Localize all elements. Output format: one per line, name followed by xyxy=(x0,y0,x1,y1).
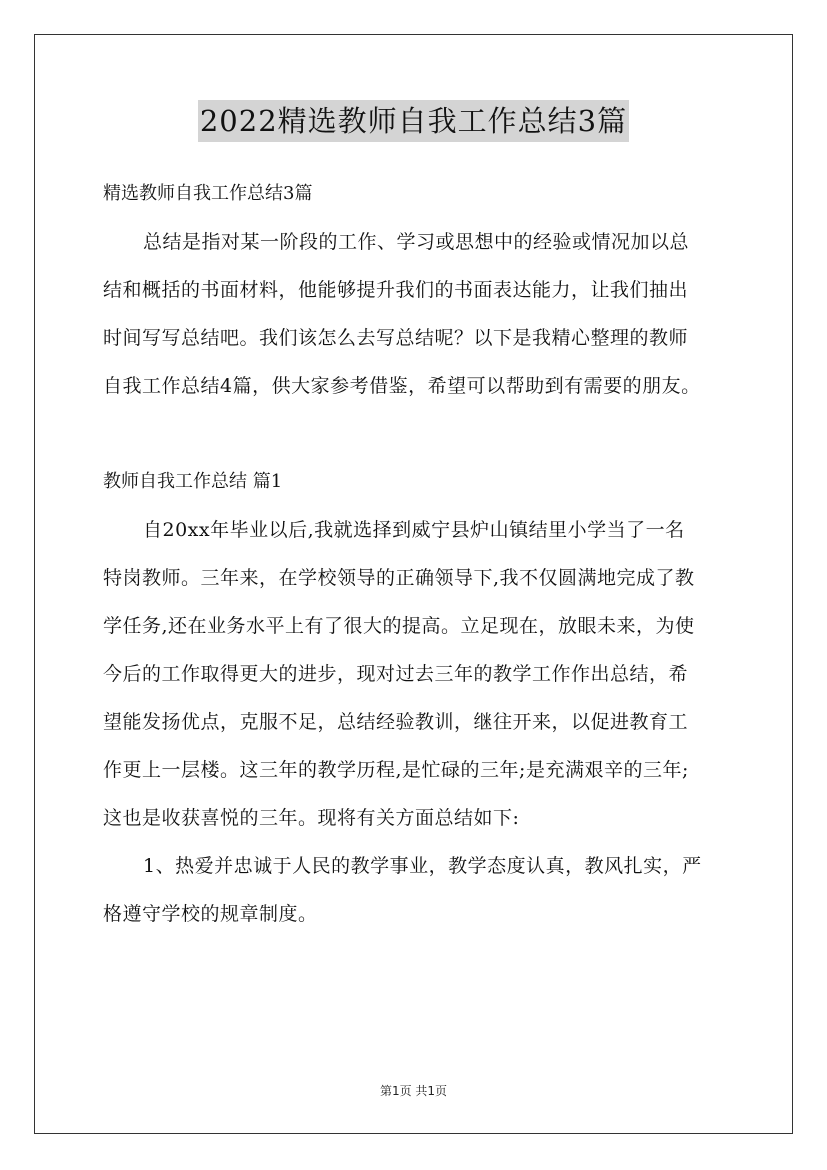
section-heading: 教师自我工作总结 篇1 xyxy=(103,471,283,492)
intro-line: 结和概括的书面材料，他能够提升我们的书面表达能力，让我们抽出 xyxy=(103,279,689,301)
intro-line: 总结是指对某一阶段的工作、学习或思想中的经验或情况加以总 xyxy=(143,231,690,253)
section-line: 这也是收获喜悦的三年。现将有关方面总结如下: xyxy=(103,807,520,829)
point-line: 格遵守学校的规章制度。 xyxy=(103,903,318,925)
document-body xyxy=(103,170,733,938)
paragraph-gap xyxy=(103,410,733,458)
section-line: 今后的工作取得更大的进步，现对过去三年的教学工作作出总结，希 xyxy=(103,663,689,685)
section-line: 特岗教师。三年来，在学校领导的正确领导下,我不仅圆满地完成了教 xyxy=(103,567,695,589)
page-number-label: 第1页 共1页 xyxy=(379,1084,448,1098)
section-line: 自20xx年毕业以后,我就选择到威宁县炉山镇结里小学当了一名 xyxy=(143,519,685,541)
document-subtitle: 精选教师自我工作总结3篇 xyxy=(103,183,313,204)
document-title-container xyxy=(0,100,827,142)
point-line: 1、热爱并忠诚于人民的教学事业，教学态度认真，教风扎实，严 xyxy=(143,855,702,877)
section-line: 学任务,还在业务水平上有了很大的提高。立足现在，放眼未来，为使 xyxy=(103,615,695,637)
intro-line: 自我工作总结4篇，供大家参考借鉴，希望可以帮助到有需要的朋友。 xyxy=(103,375,701,397)
page-footer xyxy=(0,1082,827,1099)
document-title: 2022精选教师自我工作总结3篇 xyxy=(198,100,629,142)
section-line: 作更上一层楼。这三年的教学历程,是忙碌的三年;是充满艰辛的三年; xyxy=(103,759,689,781)
intro-line: 时间写写总结吧。我们该怎么去写总结呢？以下是我精心整理的教师 xyxy=(103,327,689,349)
section-line: 望能发扬优点，克服不足，总结经验教训，继往开来，以促进教育工 xyxy=(103,711,689,733)
